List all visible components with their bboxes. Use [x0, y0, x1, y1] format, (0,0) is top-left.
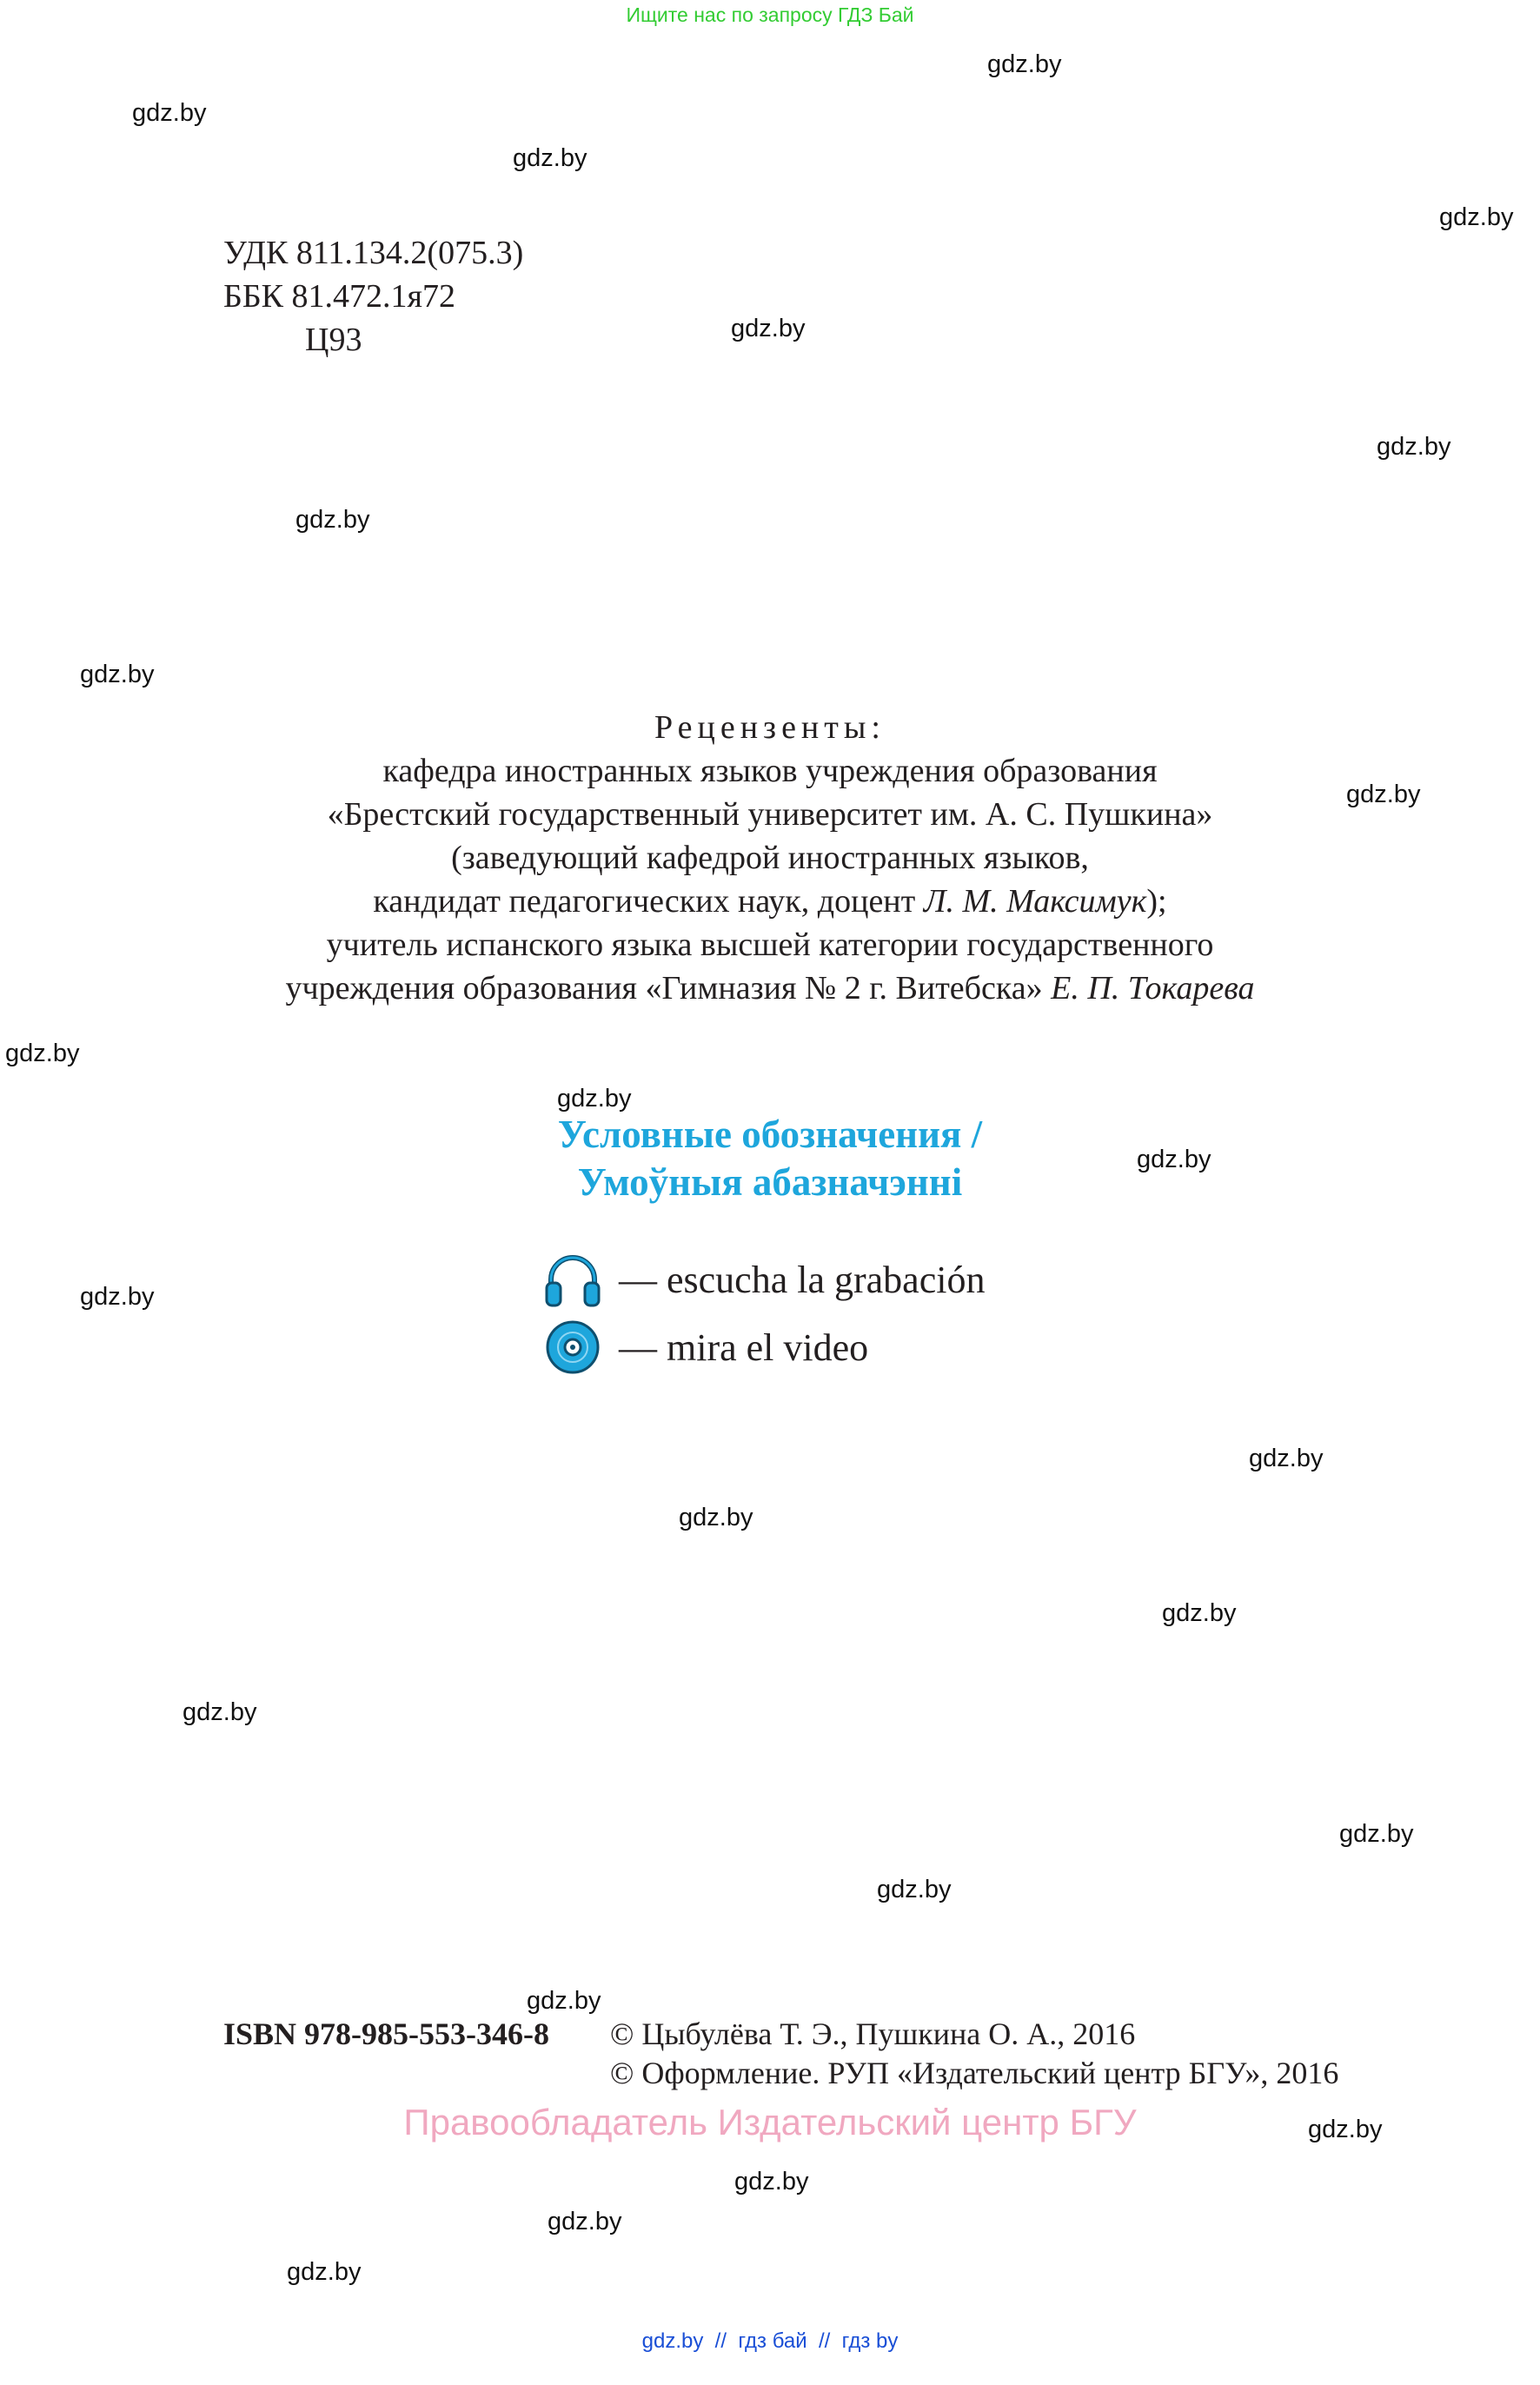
watermark: gdz.by: [295, 506, 370, 534]
watermark: gdz.by: [132, 99, 207, 127]
watermark: gdz.by: [80, 661, 155, 688]
legend-item-text: — mira el video: [619, 1325, 869, 1369]
legend-item-video: [544, 1319, 868, 1375]
watermark: gdz.by: [679, 1504, 753, 1531]
reviewers-line: [0, 967, 1540, 1010]
udk-code: УДК 811.134.2(075.3): [223, 235, 524, 271]
rights-holder: Правообладатель Издательский центр БГУ: [403, 2102, 1137, 2143]
watermark: gdz.by: [1249, 1445, 1324, 1472]
reviewers-title: Рецензенты:: [654, 709, 886, 746]
reviewers-line: учитель испанского языка высшей категории государственного: [326, 927, 1214, 963]
reviewer-position: учреждения образования «Гимназия № 2 г. Витебска»: [285, 970, 1052, 1006]
watermark: gdz.by: [731, 315, 806, 342]
headphones-icon: [544, 1252, 601, 1307]
watermark: gdz.by: [1308, 2116, 1383, 2143]
watermark: gdz.by: [1137, 1146, 1211, 1173]
watermark: gdz.by: [183, 1698, 257, 1726]
disc-icon: [544, 1319, 601, 1375]
reviewers-line: [0, 880, 1540, 923]
copyright-design: © Оформление. РУП «Издательский центр БГУ», 2016: [610, 2056, 1339, 2090]
watermark: gdz.by: [5, 1040, 80, 1067]
reviewers-line: кафедра иностранных языков учреждения образования: [382, 753, 1158, 789]
watermark: gdz.by: [1339, 1820, 1414, 1848]
watermark: gdz.by: [877, 1876, 952, 1903]
watermark: gdz.by: [1346, 781, 1421, 808]
reviewers-line: (заведующий кафедрой иностранных языков,: [451, 840, 1089, 876]
copyright-block: [610, 2015, 1338, 2093]
reviewer-name: Е. П. Токарева: [1051, 970, 1255, 1006]
watermark: gdz.by: [1439, 203, 1514, 231]
watermark: gdz.by: [557, 1085, 632, 1113]
legend-title-line: Условные обозначения /: [557, 1113, 983, 1156]
watermark: gdz.by: [527, 1987, 601, 2015]
watermark: gdz.by: [80, 1283, 155, 1311]
reviewers-block: [0, 706, 1540, 1010]
author-mark: Ц93: [305, 322, 362, 358]
search-hint: Ищите нас по запросу ГДЗ Бай: [626, 3, 914, 26]
reviewer-position: кандидат педагогических наук, доцент: [373, 883, 924, 920]
watermark: gdz.by: [734, 2168, 809, 2196]
isbn: ISBN 978-985-553-346-8: [223, 2016, 549, 2051]
legend-item-text: — escucha la grabación: [619, 1258, 986, 1301]
reviewer-name: Л. М. Максимук: [923, 883, 1147, 920]
watermark: gdz.by: [287, 2258, 362, 2286]
watermark: gdz.by: [987, 50, 1062, 78]
watermark: gdz.by: [513, 144, 587, 172]
legend-item-audio: [544, 1252, 985, 1307]
copyright-authors: © Цыбулёва Т. Э., Пушкина О. А., 2016: [610, 2016, 1136, 2051]
reviewers-line: «Брестский государственный университет им. А. С. Пушкина»: [327, 796, 1213, 833]
watermark: gdz.by: [548, 2208, 622, 2236]
reviewer-punct: );: [1146, 883, 1167, 920]
legend-title-line: Умоўныя абазначэнні: [577, 1160, 963, 1204]
bbk-code: ББК 81.472.1я72: [223, 278, 455, 315]
watermark: gdz.by: [1162, 1599, 1237, 1627]
legend-title: [0, 1111, 1540, 1206]
bottom-links: gdz.by // гдз бай // гдз by: [641, 2329, 899, 2353]
watermark: gdz.by: [1377, 433, 1451, 461]
